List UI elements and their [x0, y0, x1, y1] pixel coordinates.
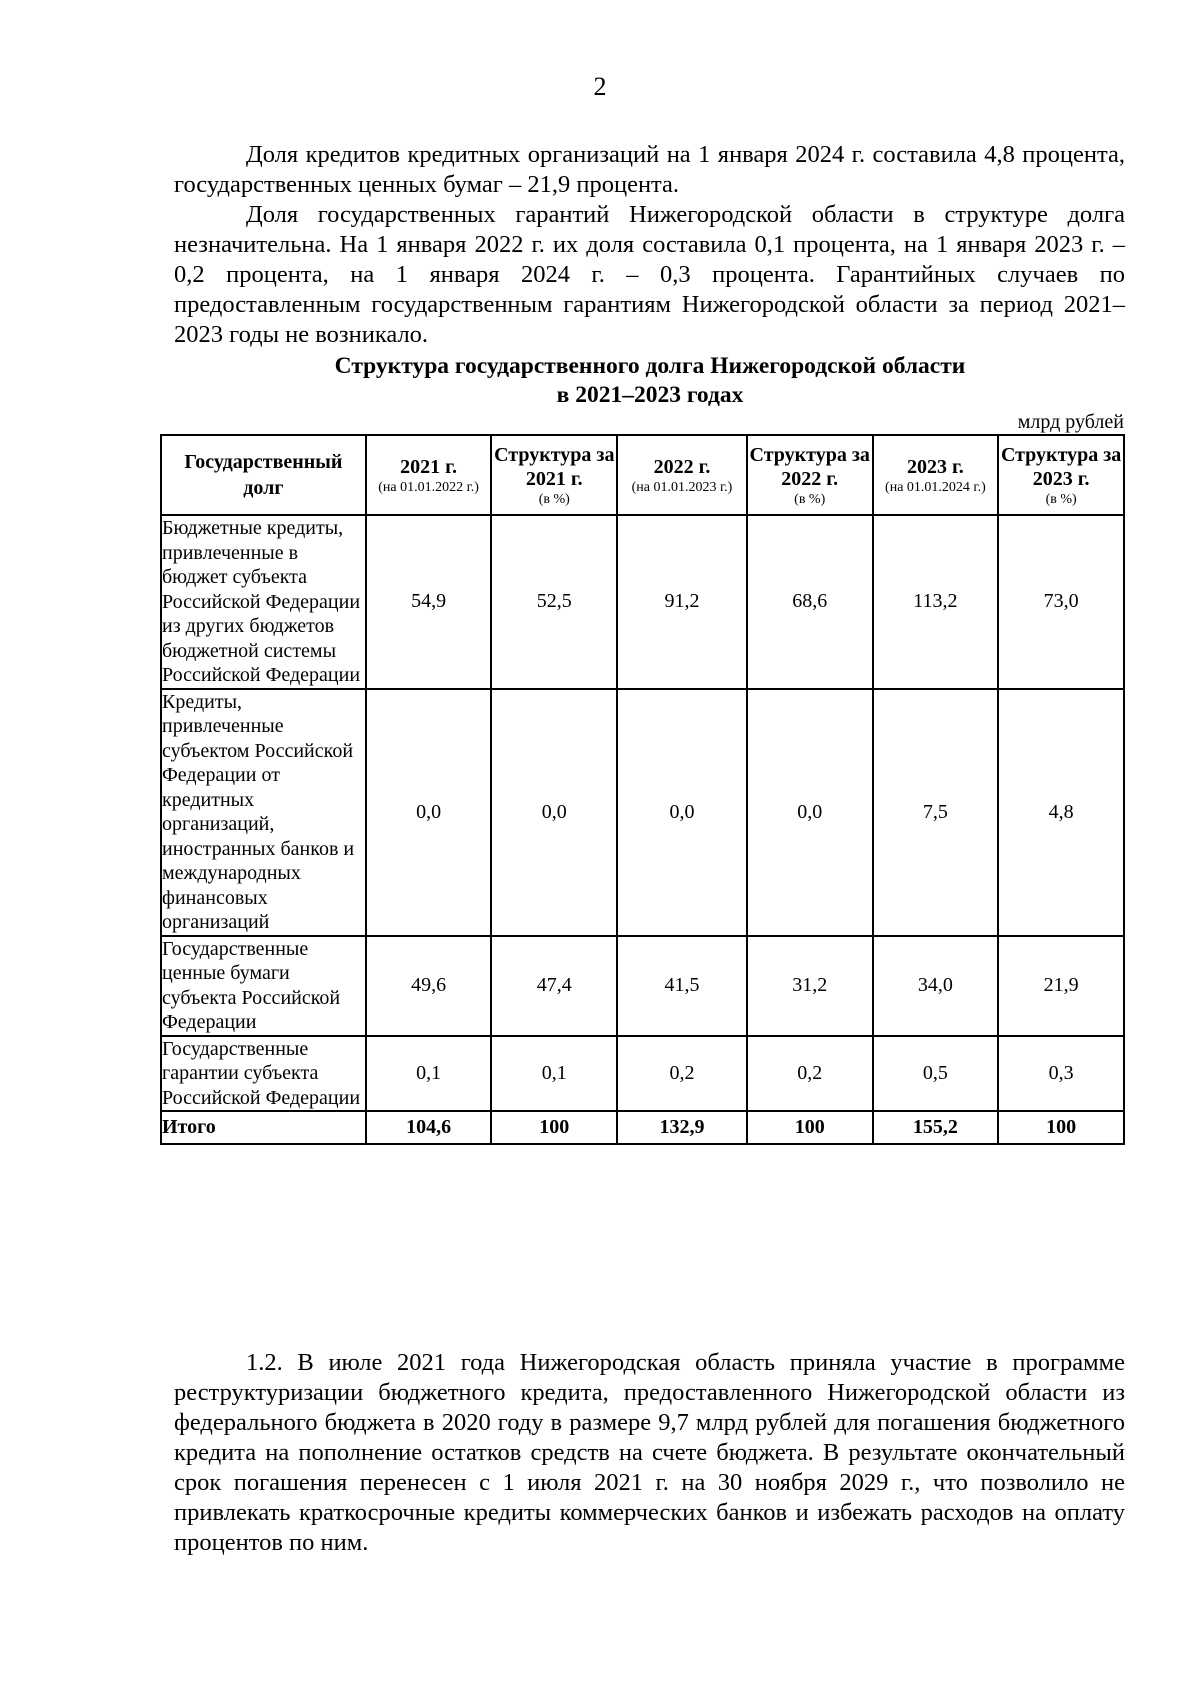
- header-label: Структура за 2023 г.: [1000, 443, 1122, 490]
- table-cell: 0,1: [366, 1036, 492, 1112]
- header-sublabel: (в %): [1045, 491, 1077, 507]
- table-cell: 100: [747, 1111, 873, 1144]
- table-cell: 68,6: [747, 515, 873, 689]
- header-2022: [617, 435, 747, 515]
- table-cell: 0,1: [491, 1036, 617, 1112]
- table-cell: 21,9: [998, 936, 1124, 1036]
- table-cell: 0,0: [366, 689, 492, 936]
- table-row-guarantees: [161, 1036, 1124, 1112]
- table-row-securities: [161, 936, 1124, 1036]
- paragraph-restructuring: 1.2. В июле 2021 года Нижегородская область приняла участие в программе реструктуризации бюджетного кредита, предоставленного Нижегородской области из федерального бюджета в 2020 году в размере 9,7 млрд рублей для погашения бюджетного кредита на пополнение остатков средств на счете бюджета. В результате окончательный срок погашения перенесен с 1 июля 2021 г. на 30 ноября 2029 г., что позволило не привлекать краткосрочные кредиты коммерческих банков и избежать расходов на оплату процентов по ним.: [174, 1349, 1125, 1556]
- table-cell: 73,0: [998, 515, 1124, 689]
- table-cell: 0,0: [747, 689, 873, 936]
- table-cell: 100: [998, 1111, 1124, 1144]
- header-state-debt: [161, 435, 366, 515]
- row-label: Итого: [161, 1111, 366, 1144]
- table-row-credit-org-loans: [161, 689, 1124, 936]
- header-2023: [873, 435, 999, 515]
- header-sublabel: (в %): [794, 491, 826, 507]
- header-structure-2022: [747, 435, 873, 515]
- table-header-row: [161, 435, 1124, 515]
- row-label: Государственные ценные бумаги субъекта Российской Федерации: [161, 936, 366, 1036]
- table-title-line1: Структура государственного долга Нижегородской области: [334, 353, 966, 379]
- header-label: Структура за 2022 г.: [749, 443, 870, 490]
- table-title: [0, 352, 1200, 410]
- table-cell: 0,2: [747, 1036, 873, 1112]
- header-label: Структура за 2021 г.: [494, 443, 615, 490]
- header-sublabel: (на 01.01.2023 г.): [631, 479, 733, 495]
- table-cell: 0,0: [617, 689, 747, 936]
- table-cell: 113,2: [873, 515, 999, 689]
- table-cell: 132,9: [617, 1111, 747, 1144]
- table-cell: 4,8: [998, 689, 1124, 936]
- header-sublabel: (на 01.01.2024 г.): [885, 479, 986, 495]
- header-label: 2023 г.: [906, 455, 964, 478]
- debt-structure-table: [160, 434, 1125, 1145]
- table-cell: 31,2: [747, 936, 873, 1036]
- table-cell: 7,5: [873, 689, 999, 936]
- table-cell: 0,5: [873, 1036, 999, 1112]
- table-cell: 0,0: [491, 689, 617, 936]
- page-number: 2: [593, 72, 607, 101]
- table-cell: 34,0: [873, 936, 999, 1036]
- header-2021: [366, 435, 492, 515]
- table-row-total: [161, 1111, 1124, 1144]
- table-row-budget-credits: [161, 515, 1124, 689]
- header-sublabel: (на 01.01.2022 г.): [378, 479, 479, 495]
- row-label: Кредиты, привлеченные субъектом Российской Федерации от кредитных организаций, иностранных банков и международных финансовых организаций: [161, 689, 366, 936]
- table-cell: 49,6: [366, 936, 492, 1036]
- row-label: Государственные гарантии субъекта Российской Федерации: [161, 1036, 366, 1112]
- table-cell: 0,3: [998, 1036, 1124, 1112]
- table-cell: 91,2: [617, 515, 747, 689]
- table-cell: 155,2: [873, 1111, 999, 1144]
- table-title-line2: в 2021–2023 годах: [556, 382, 744, 408]
- table-cell: 0,2: [617, 1036, 747, 1112]
- table-cell: 47,4: [491, 936, 617, 1036]
- header-sublabel: (в %): [538, 491, 570, 507]
- unit-label: млрд рублей: [1017, 411, 1124, 433]
- header-label: 2021 г.: [400, 455, 457, 478]
- table-cell: 100: [491, 1111, 617, 1144]
- header-structure-2021: [491, 435, 617, 515]
- header-label: Государственный долг: [184, 451, 343, 499]
- table-cell: 54,9: [366, 515, 492, 689]
- table-cell: 104,6: [366, 1111, 492, 1144]
- paragraph-credit-share: Доля кредитов кредитных организаций на 1 января 2024 г. составила 4,8 процента, государственных ценных бумаг – 21,9 процента.: [174, 141, 1125, 198]
- header-structure-2023: [998, 435, 1124, 515]
- table-cell: 52,5: [491, 515, 617, 689]
- header-label: 2022 г.: [653, 455, 711, 478]
- table-cell: 41,5: [617, 936, 747, 1036]
- row-label: Бюджетные кредиты, привлеченные в бюджет субъекта Российской Федерации из других бюджетов бюджетной системы Российской Федерации: [161, 515, 366, 689]
- paragraph-guarantees: Доля государственных гарантий Нижегородской области в структуре долга незначительна. На 1 января 2022 г. их доля составила 0,1 процента, на 1 января 2023 г. – 0,2 процента, на 1 января 2024 г. – 0,3 процента. Гарантийных случаев по предоставленным государственным гарантиям Нижегородской области за период 2021–2023 годы не возникало.: [174, 201, 1125, 348]
